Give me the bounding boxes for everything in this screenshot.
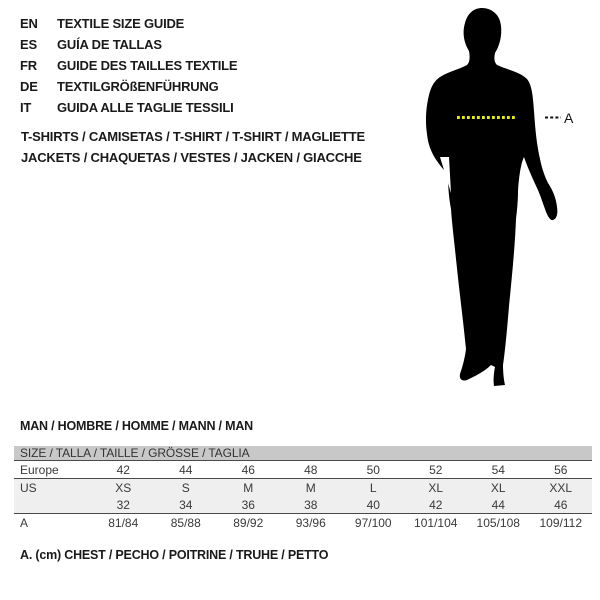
table-cell: 85/88 xyxy=(170,515,201,530)
guide-title: GUÍA DE TALLAS xyxy=(57,37,162,52)
list-item xyxy=(20,34,237,55)
table-row-europe xyxy=(14,461,592,479)
guide-title: GUIDA ALLE TAGLIE TESSILI xyxy=(57,100,234,115)
list-item xyxy=(20,76,237,97)
garment-categories xyxy=(21,126,365,168)
table-cell: 97/100 xyxy=(354,515,392,530)
guide-title: GUIDE DES TAILLES TEXTILE xyxy=(57,58,238,73)
table-cell: XL xyxy=(428,480,444,495)
table-cell: 38 xyxy=(304,497,318,512)
table-cell: 89/92 xyxy=(233,515,264,530)
table-cell: 44 xyxy=(179,462,193,477)
table-row-us xyxy=(14,479,592,496)
measure-label-a: A xyxy=(564,110,574,126)
list-item xyxy=(20,97,237,118)
table-cell: 50 xyxy=(366,462,380,477)
table-cell: 44 xyxy=(491,497,505,512)
guide-title: TEXTILGRÖßENFÜHRUNG xyxy=(57,79,219,94)
table-cell: 109/112 xyxy=(539,515,582,530)
table-cell: M xyxy=(243,480,254,495)
row-label: A xyxy=(20,515,29,530)
table-cell: M xyxy=(305,480,316,495)
language-code: DE xyxy=(20,79,38,94)
table-cell: 48 xyxy=(304,462,318,477)
category-line-jackets: JACKETS / CHAQUETAS / VESTES / JACKEN / GIACCHE xyxy=(21,150,362,165)
language-guide-list xyxy=(20,13,237,118)
table-cell: 36 xyxy=(241,497,255,512)
table-cell: XS xyxy=(115,480,132,495)
table-cell: 105/108 xyxy=(476,515,520,530)
table-cell: 81/84 xyxy=(108,515,139,530)
language-code: EN xyxy=(20,16,38,31)
table-cell: L xyxy=(369,480,377,495)
table-cell: 54 xyxy=(491,462,505,477)
row-label: Europe xyxy=(20,462,59,477)
size-table xyxy=(14,446,592,531)
section-title-man: MAN / HOMBRE / HOMME / MANN / MAN xyxy=(20,419,253,433)
table-cell: 46 xyxy=(554,497,568,512)
table-cell: XL xyxy=(490,480,506,495)
size-table-header: SIZE / TALLA / TAILLE / GRÖSSE / TAGLIA xyxy=(14,446,592,461)
table-cell: 46 xyxy=(241,462,255,477)
list-item xyxy=(20,13,237,34)
guide-title: TEXTILE SIZE GUIDE xyxy=(57,16,185,31)
table-cell: 56 xyxy=(554,462,568,477)
category-line-tshirts: T-SHIRTS / CAMISETAS / T-SHIRT / T-SHIRT / MAGLIETTE xyxy=(21,129,365,144)
list-item xyxy=(20,55,237,76)
table-cell: 42 xyxy=(429,497,443,512)
table-cell: 52 xyxy=(429,462,443,477)
table-cell: 32 xyxy=(116,497,130,512)
table-cell: 40 xyxy=(366,497,380,512)
measurement-footnote: A. (cm) CHEST / PECHO / POITRINE / TRUHE / PETTO xyxy=(20,548,329,562)
table-cell: 34 xyxy=(179,497,193,512)
table-cell: 42 xyxy=(116,462,130,477)
table-cell: 93/96 xyxy=(295,515,326,530)
row-label: US xyxy=(20,480,37,495)
table-row-chest-cm xyxy=(14,514,592,531)
language-code: FR xyxy=(20,58,37,73)
language-code: IT xyxy=(20,100,32,115)
table-cell: XXL xyxy=(549,480,573,495)
table-row-us-numeric xyxy=(14,496,592,514)
man-silhouette-figure xyxy=(395,0,600,410)
man-silhouette xyxy=(426,8,557,386)
table-cell: 101/104 xyxy=(414,515,458,530)
table-cell: S xyxy=(181,480,190,495)
language-code: ES xyxy=(20,37,37,52)
